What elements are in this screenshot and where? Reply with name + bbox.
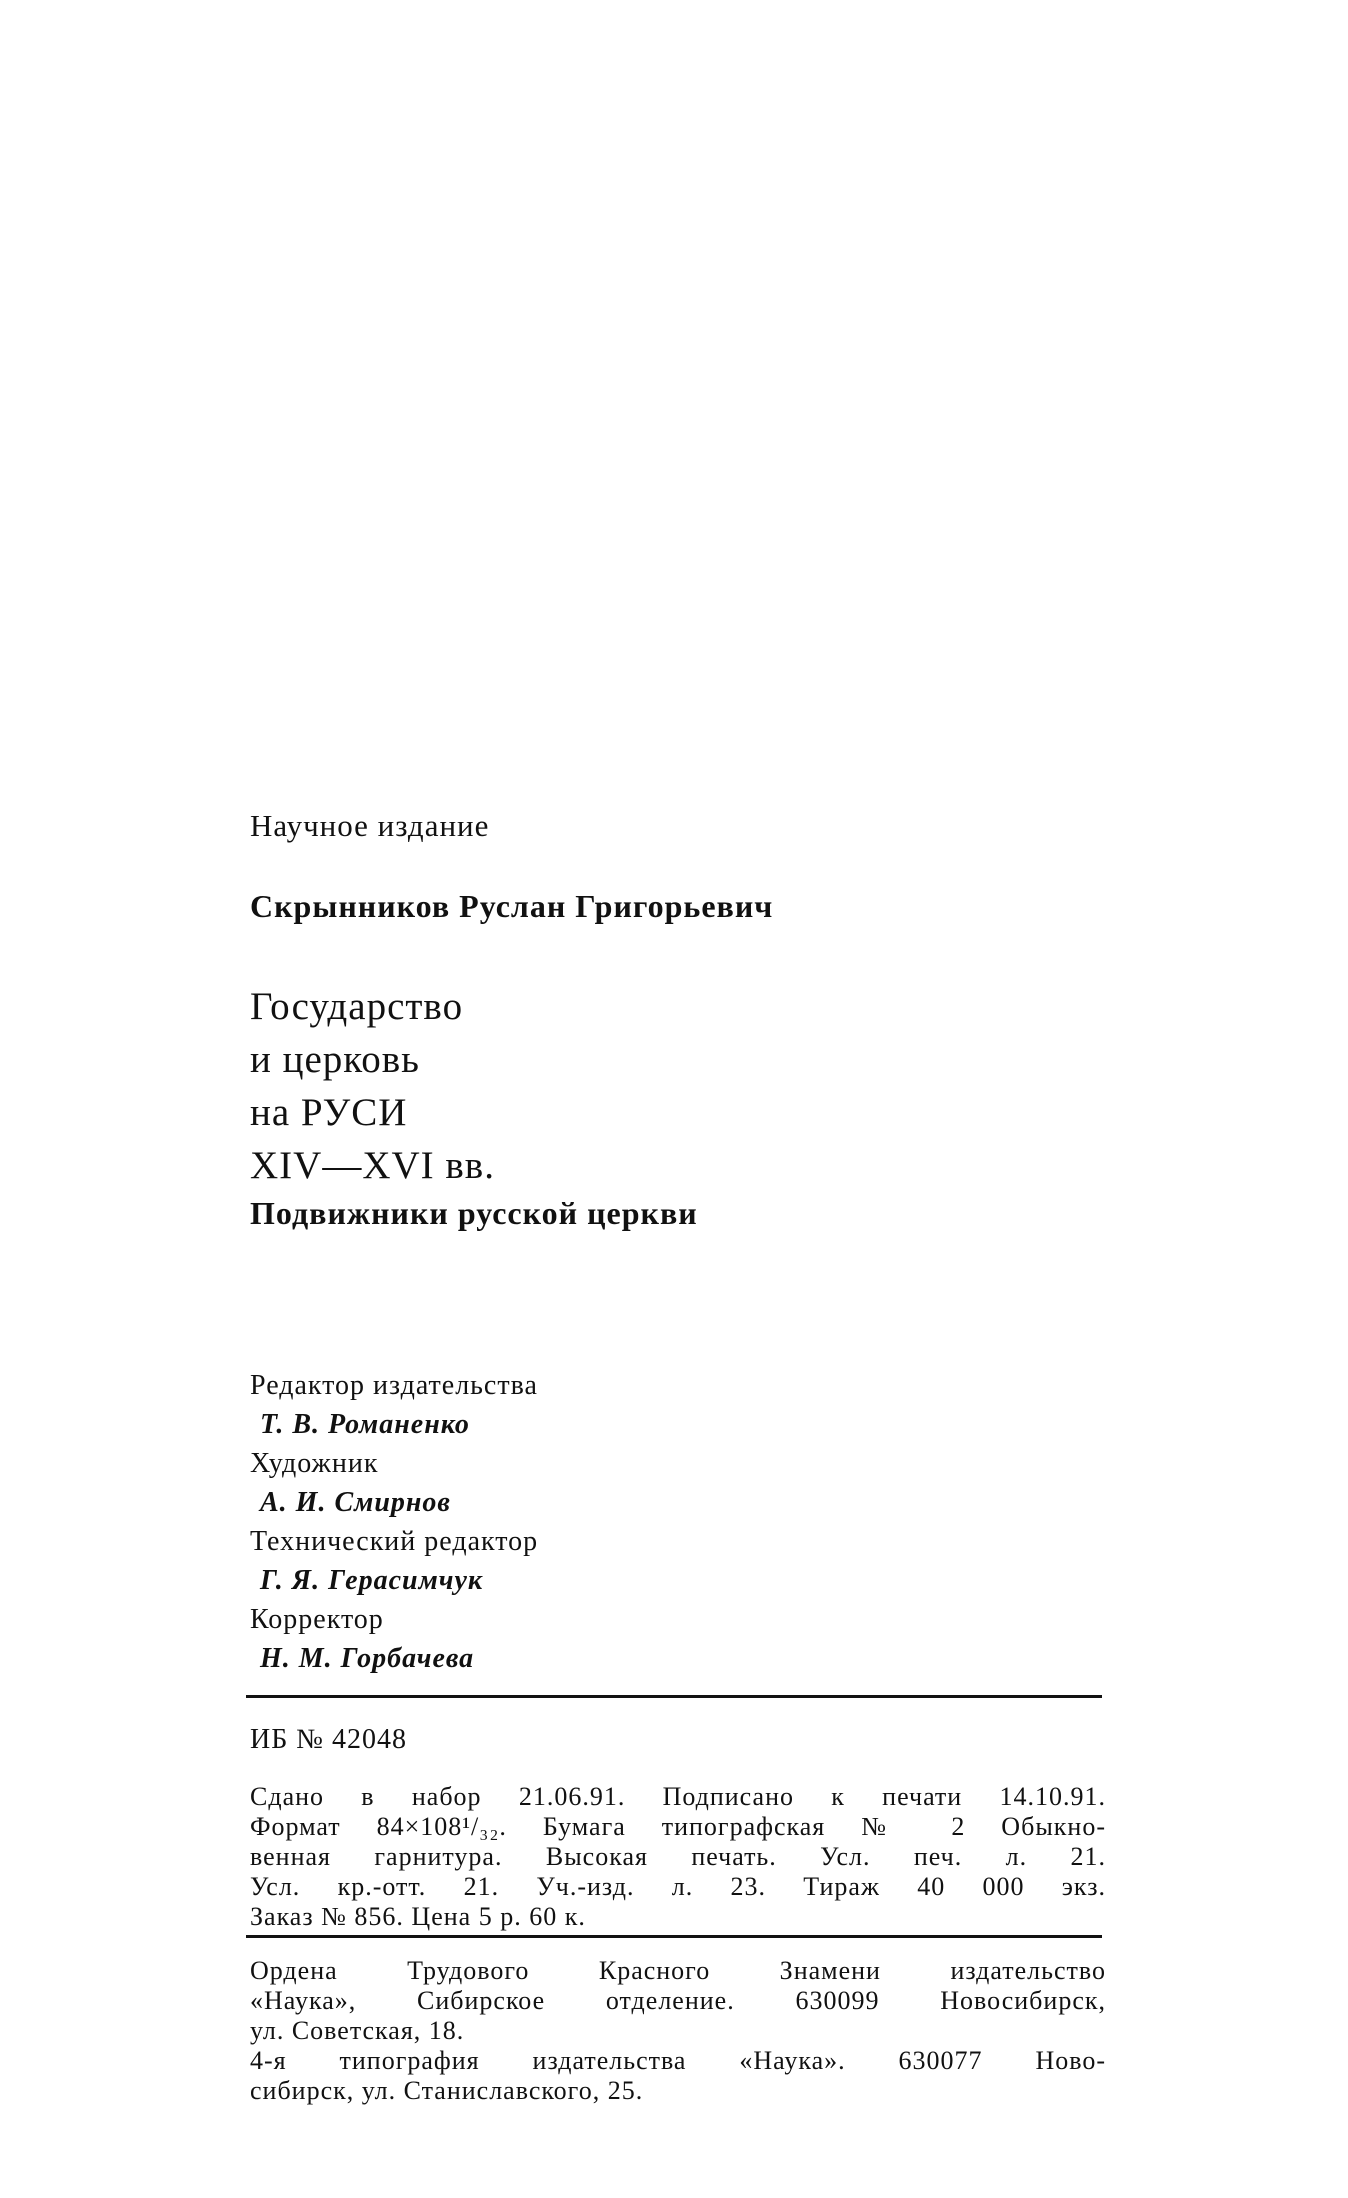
series-label: Научное издание: [250, 808, 490, 843]
title-line: XIV—XVI вв.: [250, 1144, 495, 1187]
imprint-details: [250, 1782, 1106, 1932]
imprint-line: Заказ № 856. Цена 5 р. 60 к.: [250, 1902, 586, 1931]
publisher-line: сибирск, ул. Станиславского, 25.: [250, 2076, 644, 2105]
title-line: на РУСИ: [250, 1091, 408, 1134]
imprint-line: Усл. кр.-отт. 21. Уч.-изд. л. 23. Тираж 40 000 экз.: [250, 1872, 1106, 1901]
credit-role: Технический редактор: [250, 1526, 539, 1557]
credit-proofreader: [250, 1600, 1100, 1678]
ib-number: ИБ № 42048: [250, 1724, 408, 1755]
title-line: Государство: [250, 985, 464, 1028]
imprint-line: Формат 84×108¹/₃₂. Бумага типографская № 2 Обыкно-: [250, 1812, 1106, 1841]
book-subtitle: Подвижники русской церкви: [250, 1195, 698, 1231]
credit-person: Г. Я. Герасимчук: [260, 1565, 484, 1596]
credit-role: Редактор издательства: [250, 1370, 538, 1401]
credit-editor: [250, 1366, 1100, 1444]
imprint-line: венная гарнитура. Высокая печать. Усл. печ. л. 21.: [250, 1842, 1106, 1871]
divider-rule: [246, 1935, 1102, 1938]
publisher-line: «Наука», Сибирское отделение. 630099 Новосибирск,: [250, 1986, 1106, 2015]
credit-role: Корректор: [250, 1604, 384, 1635]
author-name: Скрынников Руслан Григорьевич: [250, 888, 774, 924]
credit-person: Т. В. Романенко: [260, 1409, 470, 1440]
credit-person: Н. М. Горбачева: [260, 1643, 475, 1674]
imprint-line: Сдано в набор 21.06.91. Подписано к печати 14.10.91.: [250, 1782, 1106, 1811]
credit-person: А. И. Смирнов: [260, 1487, 451, 1518]
book-title: [250, 980, 1100, 1192]
credit-artist: [250, 1444, 1100, 1522]
publisher-line: ул. Советская, 18.: [250, 2016, 465, 2045]
publisher-line: 4-я типография издательства «Наука». 630077 Ново-: [250, 2046, 1106, 2075]
title-line: и церковь: [250, 1038, 420, 1081]
credit-role: Художник: [250, 1448, 379, 1479]
divider-rule: [246, 1695, 1102, 1698]
credit-technical-editor: [250, 1522, 1100, 1600]
publisher-info: [250, 1956, 1106, 2106]
publisher-line: Ордена Трудового Красного Знамени издательство: [250, 1956, 1106, 1985]
credits-list: [250, 1366, 1100, 1678]
